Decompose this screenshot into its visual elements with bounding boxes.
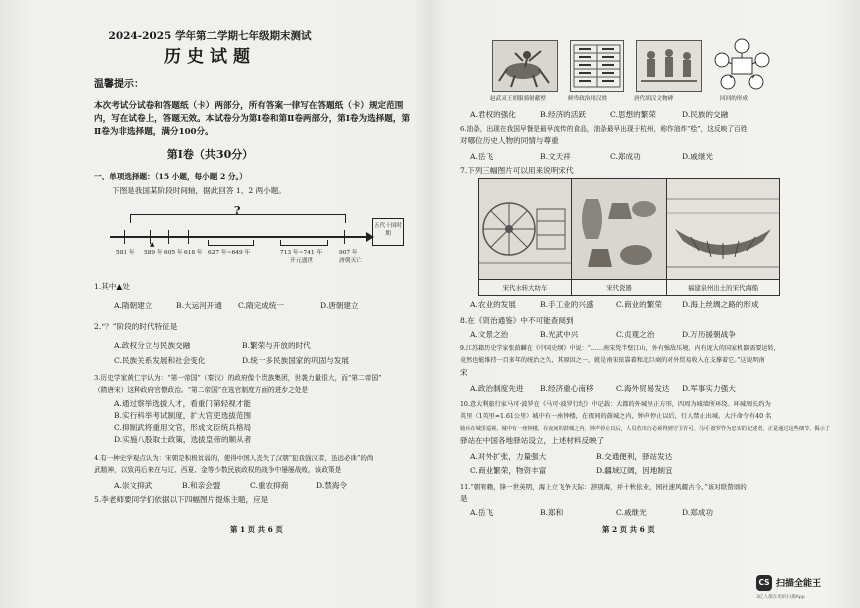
intro-text: 下图是我国某阶段时间轴，据此回答 1、2 两小题。	[112, 186, 286, 195]
period-brace-2	[280, 240, 328, 246]
q2-option: B.繁荣与开放的时代	[242, 341, 311, 350]
timeline-question-mark: ?	[234, 204, 241, 217]
timeline-sublabel: 开元盛世	[290, 258, 314, 264]
watermark-name: 扫描全能王	[776, 579, 822, 589]
image-spinning-wheel	[479, 179, 572, 279]
image-hufu-qishe	[492, 40, 558, 92]
q1-option: D.唐朝建立	[320, 301, 359, 310]
question-10-line1: 10.意大利旅行家马可·波罗在《马可·波罗行纪》中记载：大都的外城呈正方形，四周为城墙所环绕。环城周长约为	[460, 401, 771, 408]
q4-option: B.和亲会盟	[182, 481, 221, 490]
timeline-marker: ▲	[150, 242, 155, 248]
question-10-line4: 驿站在中国各地驿站设立，上述材料反映了	[460, 436, 605, 445]
q1-option: B.大运河开通	[176, 301, 222, 310]
scanner-watermark	[756, 572, 858, 606]
question-7: 7.下列三幅图片可以用来说明宋代	[460, 166, 574, 175]
question-11-line1: 11.“朝宥赖，锋一世英明，海上立飞争天际：辞别海，并十秋依业，园社速风耀古今。”该对联赞颂的	[460, 483, 747, 491]
q3-option: D.实施八股取士政策，选拔皇帝的顺从者	[114, 435, 252, 444]
timeline-label: 907 年	[339, 250, 358, 256]
q11-option: D.郑成功	[682, 508, 714, 517]
q8-option: B.光武中兴	[540, 330, 579, 339]
subject-title: 历史试题	[164, 47, 256, 67]
timeline-tick	[168, 230, 169, 244]
q9-option: C.海外贸易发达	[616, 384, 670, 393]
q2-option: D.统一多民族国家的巩固与发展	[242, 356, 349, 365]
q6-option: A.岳飞	[470, 152, 494, 161]
q8-option: D.万历援朝战争	[682, 330, 736, 339]
q4-option: A.崇文抑武	[114, 481, 153, 490]
question-9-line2: 竟然也能维持一百多年的统治之久，其原因之一，就是南宋依靠着和北巨商的对外贸易收入在支撑着它。”这说明南	[460, 357, 765, 364]
tips-body: 本次考试分试卷和答题纸（卡）两部分，所有答案一律写在答题纸（卡）规定范围内，写在试卷上，答题无效。本试卷分为第Ⅰ卷和第Ⅱ卷两部分，第Ⅰ卷为选择题，第Ⅱ卷为非选择题，满分100分。	[94, 101, 411, 137]
exam-title: 2024-2025 学年第二学期七年级期末测试	[108, 30, 312, 42]
timeline-box: 五代十国时期	[372, 218, 404, 246]
question-11-line2: 是	[460, 494, 468, 503]
q2-option: A.政权分立与民族交融	[114, 341, 191, 350]
page-number-left: 第 1 页 共 6 页	[230, 525, 283, 534]
q11-option: C.戚继光	[616, 508, 647, 517]
image-xianbei-hanxing	[570, 40, 624, 92]
q8-option: A.文景之治	[470, 330, 509, 339]
question-9-line3: 宋	[460, 368, 468, 377]
question-8: 8.在《资治通鉴》中不可能查阅到	[460, 316, 574, 325]
question-10-line3: 骑兵在城里巡视。城中有一座钟楼，在夜间的鼓城之内，钟声停止以后，人员若出行必须得到守卫许可。马可·波罗作为忠实的记述者，正是通过这些细节，揭示了	[460, 426, 830, 432]
question-2: 2.“？”阶段的时代特征是	[94, 322, 178, 331]
tips-title: 温馨提示：	[94, 79, 144, 90]
q4-option: C.重农抑商	[250, 481, 289, 490]
question-4-line2: 武精神，以致再后来在与辽、西夏、金等少数民族政权的战争中屡屡战败。该政策是	[94, 466, 342, 474]
q7-caption: 福建泉州出土的宋代海船	[667, 279, 779, 296]
q11-option: B.郑和	[540, 508, 564, 517]
camscanner-logo-icon: CS	[756, 575, 772, 591]
q5-option: B.经济的活跃	[540, 110, 586, 119]
q9-option: A.政治制度先进	[470, 384, 524, 393]
q3-option: A.通过察举选拔人才，看重门第轻视才能	[114, 399, 251, 408]
q7-caption: 宋代水转大纺车	[479, 279, 572, 296]
q3-option: C.抑制武将重用文官，形成文臣统兵格局	[114, 423, 252, 432]
page-number-right: 第 2 页 共 6 页	[602, 525, 655, 534]
question-3-line1: 3.历史学家黄仁宇认为：“第一帝国”（秦汉）的政府像个贵族集团，世袭力量很大，而“第二帝国”	[94, 374, 382, 382]
question-6-line2: 对哪位历史人物的同情与尊重	[460, 136, 559, 145]
section-heading: 一、单项选择题：（15 小题，每小题 2 分。）	[94, 172, 247, 181]
q7-image-table	[478, 178, 780, 296]
q4-option: D.禁海令	[316, 481, 348, 490]
q1-option: C.隋完成统一	[238, 301, 284, 310]
q6-option: C.郑成功	[610, 152, 641, 161]
q7-option: A.农业的发展	[470, 300, 516, 309]
timeline-label: 605 年	[164, 250, 183, 256]
caption-q5-3: 唐代胡汉文物碑	[634, 96, 674, 102]
q10-option: C.商业繁荣，物资丰富	[470, 466, 547, 475]
q7-option: D.海上丝绸之路的形成	[682, 300, 759, 309]
q10-option: D.疆域辽阔，因地制宜	[596, 466, 673, 475]
q5-option: D.民族的交融	[682, 110, 729, 119]
question-6-line1: 6.油条，出现在我国早餐是最早流传的食品，油条最早出现于杭州，称作油炸“桧”，这反映了百姓	[460, 125, 748, 133]
q7-option: C.商业的繁荣	[616, 300, 662, 309]
timeline-label: 618 年	[184, 250, 203, 256]
q10-option: B.交通便利，驿站发达	[596, 452, 673, 461]
timeline-tick	[188, 230, 189, 244]
q9-option: B.经济重心南移	[540, 384, 594, 393]
q2-option: C.民族关系发展和社会变化	[114, 356, 206, 365]
question-4-line1: 4.有一种史学观点认为：宋朝是积极贫弱的，使得中国人丧失了汉朝“犯我强汉者，虽远必诛”的尚	[94, 454, 374, 462]
q6-option: B.文天祥	[540, 152, 571, 161]
q10-option: A.对外扩张，力量强大	[470, 452, 547, 461]
q8-option: C.贞观之治	[616, 330, 655, 339]
question-9-line1: 9.江苏籍历史学家张荫麟在《中国史纲》中说：“……南宋凭半壁江山，外有强敌压境，内有庞大的国家机器需要运转，	[460, 345, 780, 352]
caption-q5-1: 赵武灵王胡服骑射献壁	[490, 96, 546, 102]
timeline-label: 713 年~741 年	[280, 250, 323, 256]
q11-option: A.岳飞	[470, 508, 494, 517]
part-title: 第Ⅰ卷（共30分）	[166, 148, 254, 161]
q5-option: C.思想的繁荣	[610, 110, 656, 119]
question-1: 1.其中▲处	[94, 282, 130, 291]
period-brace-1	[208, 240, 254, 246]
timeline-tick	[124, 230, 125, 244]
q3-option: B.实行科举考试制度，扩大官吏选拔范围	[114, 411, 252, 420]
q6-option: D.戚继光	[682, 152, 714, 161]
q7-caption: 宋代瓷器	[572, 279, 667, 296]
image-song-ship	[667, 179, 779, 279]
q9-option: D.军事实力强大	[682, 384, 736, 393]
q1-option: A.隋朝建立	[114, 301, 153, 310]
image-porcelain	[572, 179, 667, 279]
watermark-subtitle: 3亿人都在用的扫描App	[756, 595, 805, 600]
timeline-label: 589 年	[144, 250, 163, 256]
question-3-line2: （隋唐宋）这种政府官僚政治。“第二帝国”在选官制度方面的进步之处是	[94, 386, 309, 394]
question-10-line2: 英里（1英里≈1.61公里）城中有一座钟楼，在夜间的鼓城之内，钟声停止以后，行人禁止出城。大汗命令有40 名	[460, 413, 772, 420]
q5-option: A.君权的强化	[470, 110, 516, 119]
image-tang-huhan	[636, 40, 702, 92]
timeline-axis	[110, 236, 368, 238]
timeline-label: 627 年~649 年	[208, 250, 251, 256]
caption-q5-2: 鲜卑政治用汉姓	[568, 96, 608, 102]
caption-q5-4: 回回的形成	[720, 96, 748, 102]
timeline-sublabel: 唐朝灭亡	[339, 258, 363, 264]
right-page	[430, 0, 860, 608]
q7-option: B.手工业的兴盛	[540, 300, 594, 309]
timeline-diagram	[110, 204, 410, 272]
timeline-tick	[344, 230, 345, 244]
question-5: 5.李老师要同学们依据以下四幅图片提炼主题，应是	[94, 495, 269, 504]
timeline-label: 581 年	[116, 250, 135, 256]
image-huihui	[714, 38, 770, 92]
